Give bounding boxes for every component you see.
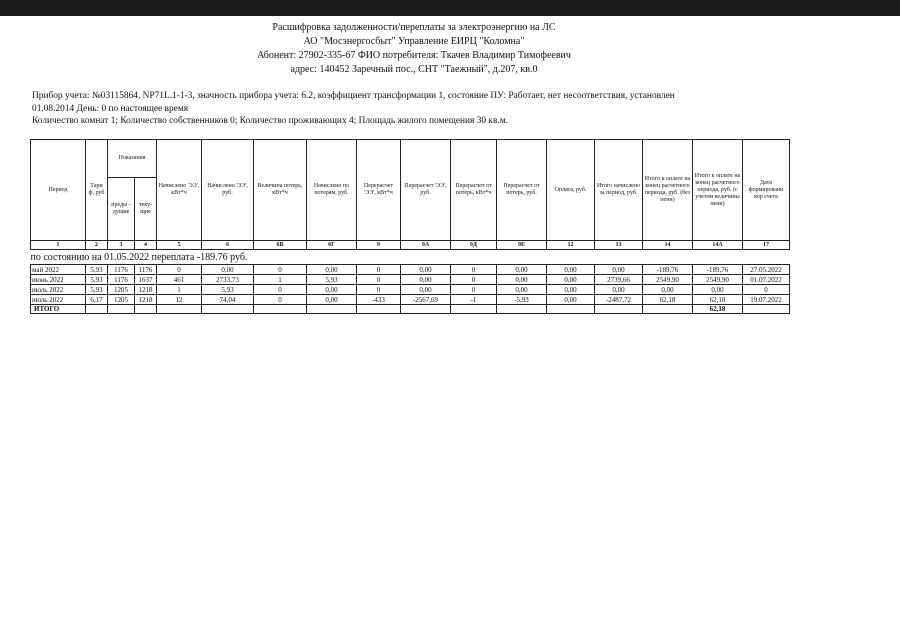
table-cell: 1 xyxy=(157,285,202,295)
table-cell: 0,00 xyxy=(401,285,451,295)
table-cell: 1637 xyxy=(135,275,157,285)
column-numbers-row xyxy=(31,241,790,250)
table-cell: 6,17 xyxy=(86,295,108,305)
table-row xyxy=(31,285,790,295)
table-cell: 1 xyxy=(254,275,307,285)
column-number: 6 xyxy=(202,241,254,250)
table-cell: 0 xyxy=(254,295,307,305)
table-cell: май 2022 xyxy=(31,265,86,275)
billing-table xyxy=(30,139,790,314)
address-line: адрес: 140452 Заречный пос., СНТ "Таежный", д.207, кв.0 xyxy=(290,64,538,75)
table-cell xyxy=(135,305,157,314)
column-number: 9Д xyxy=(451,241,497,250)
column-number: 2 xyxy=(86,241,108,250)
table-cell xyxy=(401,305,451,314)
column-number: 6Г xyxy=(307,241,357,250)
table-cell: -5,93 xyxy=(497,295,547,305)
column-number: 17 xyxy=(743,241,790,250)
table-cell: 5,93 xyxy=(202,285,254,295)
header-total-due: Итого к оплате на конец расчетного периода, руб. (без пени) xyxy=(643,140,693,241)
table-cell: 5,93 xyxy=(307,275,357,285)
table-cell: 0 xyxy=(357,265,401,275)
table-cell: 0,00 xyxy=(401,265,451,275)
table-cell: 5,93 xyxy=(86,285,108,295)
table-cell: 0,00 xyxy=(307,265,357,275)
table-cell: 0,00 xyxy=(497,275,547,285)
table-cell xyxy=(86,305,108,314)
column-number: 4 xyxy=(135,241,157,250)
total-value: 62,18 xyxy=(693,305,743,314)
column-number: 14 xyxy=(643,241,693,250)
column-number: 9 xyxy=(357,241,401,250)
column-number: 1 xyxy=(31,241,86,250)
header-recalc-losses-rub: Перерасчет от потерь, руб. xyxy=(497,140,547,241)
device-info-line-1: Прибор учета: №03115864, NP71L.1-1-3, значность прибора учета: 6.2, коэффициент трансформации 1, состояние ПУ: Работает, нет несоответствия, установлен xyxy=(32,91,675,101)
table-cell: 2549,90 xyxy=(693,275,743,285)
column-number: 3 xyxy=(108,241,135,250)
table-cell: 74,04 xyxy=(202,295,254,305)
table-cell xyxy=(743,305,790,314)
table-cell: 01.07.2022 xyxy=(743,275,790,285)
header-total-due-penalty: Итого к оплате на конец расчетного периода, руб. (с учетом величины пени) xyxy=(693,140,743,241)
table-cell: 1176 xyxy=(135,265,157,275)
table-cell: -189,76 xyxy=(693,265,743,275)
table-cell: 0,00 xyxy=(547,285,595,295)
column-number: 9Е xyxy=(497,241,547,250)
table-cell xyxy=(307,305,357,314)
table-cell: 0,00 xyxy=(497,285,547,295)
table-cell: 0,00 xyxy=(693,285,743,295)
table-cell: 2733,73 xyxy=(202,275,254,285)
table-cell: 2739,66 xyxy=(595,275,643,285)
table-cell xyxy=(157,305,202,314)
table-cell: -2487,72 xyxy=(595,295,643,305)
table-cell: 0,00 xyxy=(595,285,643,295)
header-accrued-kwh: Начислено 'ЭЭ', кВт*ч xyxy=(157,140,202,241)
device-info-line-2: 01.08.2014 День: 0 по настоящее время xyxy=(32,103,189,114)
table-cell: 461 xyxy=(157,275,202,285)
table-cell: -189,76 xyxy=(643,265,693,275)
table-cell: 0,00 xyxy=(643,285,693,295)
column-number: 12 xyxy=(547,241,595,250)
table-cell: 1218 xyxy=(135,285,157,295)
table-row xyxy=(31,295,790,305)
column-number: 6В xyxy=(254,241,307,250)
table-cell: 0,00 xyxy=(202,265,254,275)
column-number: 5 xyxy=(157,241,202,250)
subscriber-line: Абонент: 27902-335-67 ФИО потребителя: Ткачев Владимир Тимофеевич xyxy=(257,50,571,61)
meter-info xyxy=(32,90,792,128)
table-cell: июль 2022 xyxy=(31,285,86,295)
table-cell: 19.07.2022 xyxy=(743,295,790,305)
table-cell: 5,93 xyxy=(86,275,108,285)
table-cell: 1176 xyxy=(108,275,135,285)
table-cell: -2567,69 xyxy=(401,295,451,305)
table-cell: 0 xyxy=(357,275,401,285)
header-invoice-date: Дата формировани кор счета xyxy=(743,140,790,241)
header-readings: Показания xyxy=(108,140,157,178)
table-cell xyxy=(451,305,497,314)
table-cell: 5,93 xyxy=(86,265,108,275)
table-cell: 1218 xyxy=(135,295,157,305)
billing-table-body xyxy=(31,241,790,314)
table-cell xyxy=(254,305,307,314)
table-cell: 0,00 xyxy=(497,265,547,275)
table-cell: 1205 xyxy=(108,295,135,305)
header-total-accrued: Итого начислено за период, руб. xyxy=(595,140,643,241)
table-cell: 0,00 xyxy=(595,265,643,275)
table-cell: 2549,90 xyxy=(643,275,693,285)
table-cell: 12 xyxy=(157,295,202,305)
viewer-top-bar xyxy=(0,0,900,16)
header-payment: Оплата, руб. xyxy=(547,140,595,241)
column-number: 13 xyxy=(595,241,643,250)
column-number: 14А xyxy=(693,241,743,250)
table-cell: -1 xyxy=(451,295,497,305)
table-cell: 1176 xyxy=(108,265,135,275)
table-cell: 27.05.2022 xyxy=(743,265,790,275)
header-losses-accrued-rub: Начислено по потерям, руб. xyxy=(307,140,357,241)
table-cell xyxy=(643,305,693,314)
table-row xyxy=(31,275,790,285)
table-cell xyxy=(108,305,135,314)
table-cell: 0 xyxy=(451,285,497,295)
table-cell xyxy=(497,305,547,314)
table-cell: 0 xyxy=(451,275,497,285)
table-cell: 62,18 xyxy=(693,295,743,305)
table-cell xyxy=(202,305,254,314)
table-cell: 0,00 xyxy=(547,265,595,275)
header-tariff: Тари ф, руб xyxy=(86,140,108,241)
header-accrued-rub: Начислено 'ЭЭ', руб. xyxy=(202,140,254,241)
table-cell: 0,00 xyxy=(401,275,451,285)
document-header xyxy=(0,21,828,77)
header-recalc-losses-kwh: Перерасчет от потерь, кВт*ч xyxy=(451,140,497,241)
header-losses-kwh: Величина потерь, кВт*ч xyxy=(254,140,307,241)
header-period: Период xyxy=(31,140,86,241)
table-cell xyxy=(357,305,401,314)
table-cell: -433 xyxy=(357,295,401,305)
table-cell: 0 xyxy=(743,285,790,295)
table-cell: 0,00 xyxy=(547,275,595,285)
table-cell: 0,00 xyxy=(307,285,357,295)
table-cell: 0 xyxy=(254,265,307,275)
header-readings-prev: преды - дущие xyxy=(108,178,135,241)
table-cell: 0 xyxy=(157,265,202,275)
balance-note: по состоянию на 01.05.2022 переплата -189.76 руб. xyxy=(31,250,790,265)
header-recalc-rub: Перерасчет 'ЭЭ', руб. xyxy=(401,140,451,241)
table-cell: 62,18 xyxy=(643,295,693,305)
table-cell: 0 xyxy=(254,285,307,295)
table-cell: 0 xyxy=(357,285,401,295)
total-row xyxy=(31,305,790,314)
table-cell: 1205 xyxy=(108,285,135,295)
column-number: 9А xyxy=(401,241,451,250)
table-cell: 0,00 xyxy=(307,295,357,305)
company-line: АО "Мосэнергосбыт" Управление ЕИРЦ "Коломна" xyxy=(303,36,525,47)
table-cell: 0 xyxy=(451,265,497,275)
table-row xyxy=(31,265,790,275)
balance-note-row xyxy=(31,250,790,265)
rooms-info-line: Количество комнат 1; Количество собственников 0; Количество проживающих 4; Площадь жилого помещения 30 кв.м. xyxy=(32,116,509,126)
header-readings-curr: теку- щие xyxy=(135,178,157,241)
table-cell: июль 2022 xyxy=(31,295,86,305)
table-cell xyxy=(595,305,643,314)
table-cell: 0,00 xyxy=(547,295,595,305)
header-recalc-kwh: Перерасчет 'ЭЭ', кВт*ч xyxy=(357,140,401,241)
table-cell: июнь 2022 xyxy=(31,275,86,285)
total-label: ИТОГО xyxy=(31,305,86,314)
document-title: Расшифровка задолженности/переплаты за электроэнергию на ЛС xyxy=(272,22,556,33)
table-cell xyxy=(547,305,595,314)
